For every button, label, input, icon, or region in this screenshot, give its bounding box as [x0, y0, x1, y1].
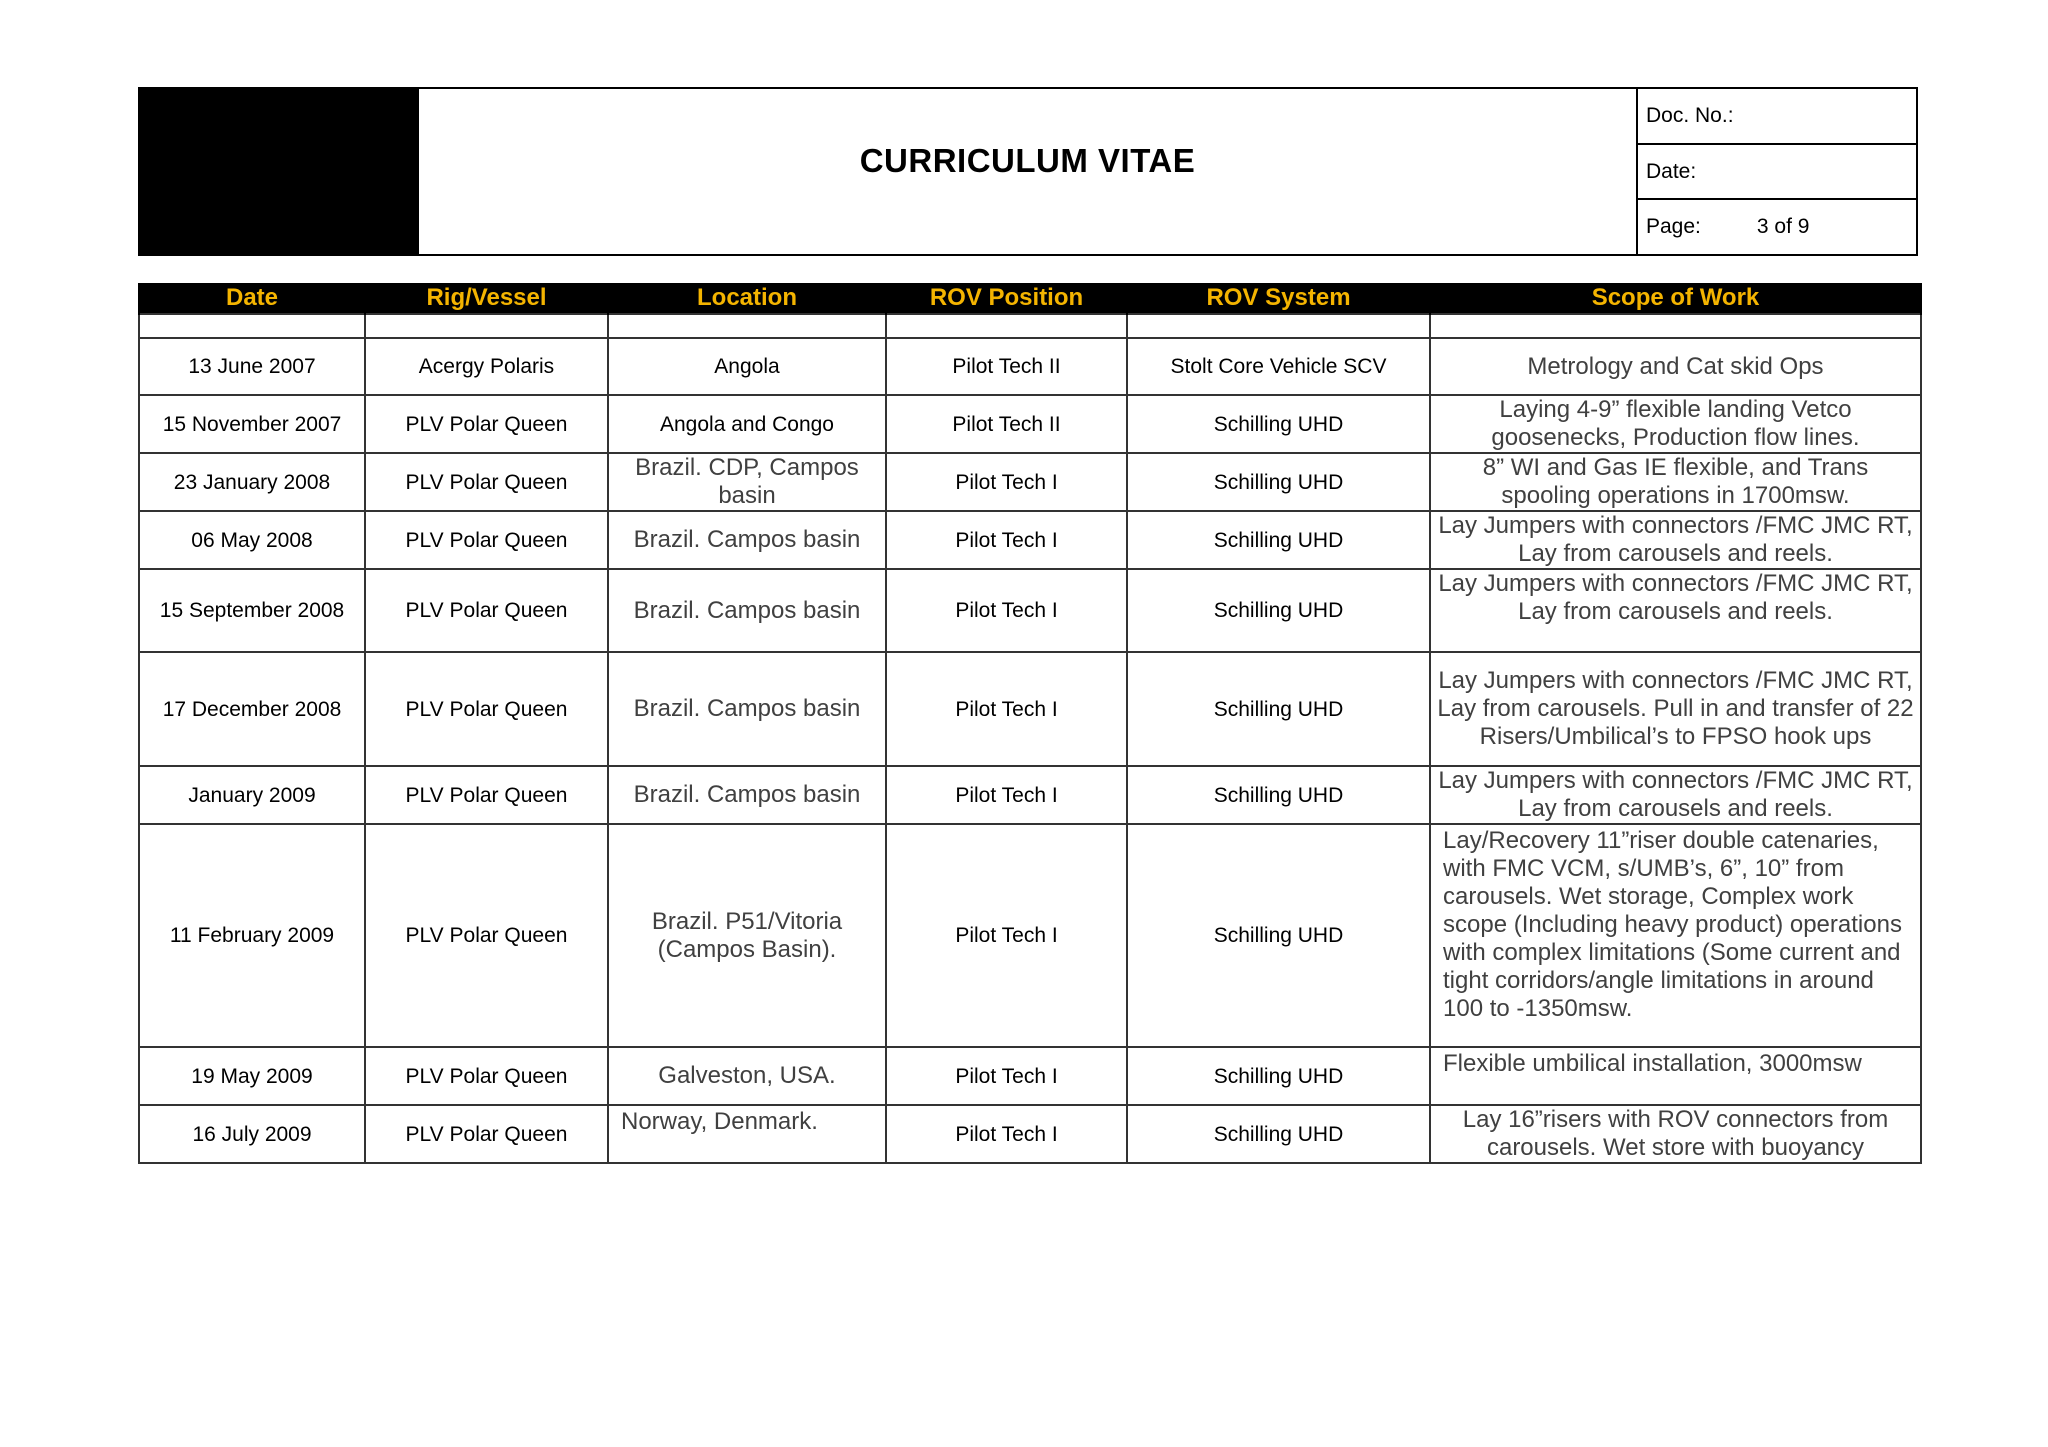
page-value: 3 of 9: [1756, 215, 1810, 239]
cell-rov-system: Schilling UHD: [1127, 569, 1430, 652]
spacer-cell: [1430, 314, 1921, 338]
spacer-cell: [139, 314, 365, 338]
cell-date: January 2009: [139, 766, 365, 824]
cell-scope: Lay Jumpers with connectors /FMC JMC RT, Lay from carousels. Pull in and transfer of 22 Risers/Umbilical’s to FPSO hook ups: [1430, 652, 1921, 766]
cell-scope: Lay 16”risers with ROV connectors from carousels. Wet store with buoyancy: [1430, 1105, 1921, 1163]
table-row: [139, 453, 1921, 511]
cell-vessel: PLV Polar Queen: [365, 1105, 608, 1163]
doc-no-row: [1638, 89, 1916, 143]
cell-location: Norway, Denmark.: [608, 1105, 886, 1163]
cell-rov-system: Schilling UHD: [1127, 652, 1430, 766]
redacted-logo-block: [140, 89, 417, 254]
cell-scope: Metrology and Cat skid Ops: [1430, 338, 1921, 395]
cell-date: 19 May 2009: [139, 1047, 365, 1105]
cell-vessel: PLV Polar Queen: [365, 1047, 608, 1105]
cell-date: 13 June 2007: [139, 338, 365, 395]
spacer-cell: [608, 314, 886, 338]
table-header-row: [139, 283, 1921, 314]
cell-date: 15 September 2008: [139, 569, 365, 652]
cell-rov-position: Pilot Tech I: [886, 1047, 1127, 1105]
cell-rov-position: Pilot Tech I: [886, 453, 1127, 511]
spacer-cell: [1127, 314, 1430, 338]
document-header: [138, 87, 1918, 256]
cell-rov-position: Pilot Tech I: [886, 569, 1127, 652]
page-label: Page:: [1646, 215, 1701, 239]
cell-location: Galveston, USA.: [608, 1047, 886, 1105]
cell-rov-system: Schilling UHD: [1127, 1047, 1430, 1105]
cell-rov-position: Pilot Tech I: [886, 824, 1127, 1047]
cell-scope: Lay Jumpers with connectors /FMC JMC RT, Lay from carousels and reels.: [1430, 511, 1921, 569]
cell-scope: Lay Jumpers with connectors /FMC JMC RT, Lay from carousels and reels.: [1430, 766, 1921, 824]
cell-rov-system: Schilling UHD: [1127, 453, 1430, 511]
cell-rov-position: Pilot Tech I: [886, 1105, 1127, 1163]
cell-rov-position: Pilot Tech II: [886, 395, 1127, 453]
cell-date: 06 May 2008: [139, 511, 365, 569]
table-row: [139, 1105, 1921, 1163]
cell-location: Angola: [608, 338, 886, 395]
cell-date: 15 November 2007: [139, 395, 365, 453]
table-row: [139, 824, 1921, 1047]
cell-rov-position: Pilot Tech I: [886, 652, 1127, 766]
cell-rov-system: Schilling UHD: [1127, 1105, 1430, 1163]
table-row: [139, 395, 1921, 453]
date-row: [1638, 143, 1916, 199]
cell-location: Brazil. CDP, Campos basin: [608, 453, 886, 511]
cell-vessel: PLV Polar Queen: [365, 766, 608, 824]
table-spacer-row: [139, 314, 1921, 338]
cell-rov-system: Schilling UHD: [1127, 824, 1430, 1047]
cell-scope: Flexible umbilical installation, 3000msw: [1430, 1047, 1921, 1105]
cell-scope: Lay Jumpers with connectors /FMC JMC RT, Lay from carousels and reels.: [1430, 569, 1921, 652]
column-header-rov-position: ROV Position: [886, 283, 1127, 314]
table-row: [139, 1047, 1921, 1105]
cell-location: Brazil. P51/Vitoria (Campos Basin).: [608, 824, 886, 1047]
cell-date: 23 January 2008: [139, 453, 365, 511]
cell-vessel: PLV Polar Queen: [365, 395, 608, 453]
column-header-scope: Scope of Work: [1430, 283, 1921, 314]
column-header-vessel: Rig/Vessel: [365, 283, 608, 314]
cell-scope: Lay/Recovery 11”riser double catenaries, with FMC VCM, s/UMB’s, 6”, 10” from carousels. Wet storage, Complex work scope (Including heavy product) operations with complex limitations (Some current and tight corridors/angle limitations in around 100 to -1350msw.: [1430, 824, 1921, 1047]
cell-scope: 8” WI and Gas IE flexible, and Trans spooling operations in 1700msw.: [1430, 453, 1921, 511]
document-title: CURRICULUM VITAE: [417, 89, 1636, 254]
cell-location: Brazil. Campos basin: [608, 511, 886, 569]
cell-rov-system: Schilling UHD: [1127, 766, 1430, 824]
cell-date: 17 December 2008: [139, 652, 365, 766]
cell-vessel: PLV Polar Queen: [365, 569, 608, 652]
cell-scope: Laying 4-9” flexible landing Vetco goosenecks, Production flow lines.: [1430, 395, 1921, 453]
cell-vessel: Acergy Polaris: [365, 338, 608, 395]
spacer-cell: [365, 314, 608, 338]
table-row: [139, 569, 1921, 652]
table-row: [139, 766, 1921, 824]
experience-table: [138, 283, 1922, 1164]
doc-no-label: Doc. No.:: [1646, 103, 1734, 127]
table-row: [139, 652, 1921, 766]
cell-rov-system: Schilling UHD: [1127, 395, 1430, 453]
cell-vessel: PLV Polar Queen: [365, 824, 608, 1047]
cell-location: Brazil. Campos basin: [608, 652, 886, 766]
column-header-rov-system: ROV System: [1127, 283, 1430, 314]
spacer-cell: [886, 314, 1127, 338]
cell-rov-position: Pilot Tech I: [886, 766, 1127, 824]
column-header-date: Date: [139, 283, 365, 314]
cell-rov-position: Pilot Tech II: [886, 338, 1127, 395]
document-meta: [1636, 89, 1916, 254]
table-row: [139, 511, 1921, 569]
cell-vessel: PLV Polar Queen: [365, 652, 608, 766]
cell-location: Brazil. Campos basin: [608, 569, 886, 652]
cell-rov-system: Stolt Core Vehicle SCV: [1127, 338, 1430, 395]
cell-rov-position: Pilot Tech I: [886, 511, 1127, 569]
cell-location: Angola and Congo: [608, 395, 886, 453]
cell-location: Brazil. Campos basin: [608, 766, 886, 824]
cell-rov-system: Schilling UHD: [1127, 511, 1430, 569]
column-header-location: Location: [608, 283, 886, 314]
cell-vessel: PLV Polar Queen: [365, 453, 608, 511]
cell-date: 11 February 2009: [139, 824, 365, 1047]
page-row: [1638, 198, 1916, 254]
cell-date: 16 July 2009: [139, 1105, 365, 1163]
date-label: Date:: [1646, 159, 1697, 183]
cell-vessel: PLV Polar Queen: [365, 511, 608, 569]
table-row: [139, 338, 1921, 395]
